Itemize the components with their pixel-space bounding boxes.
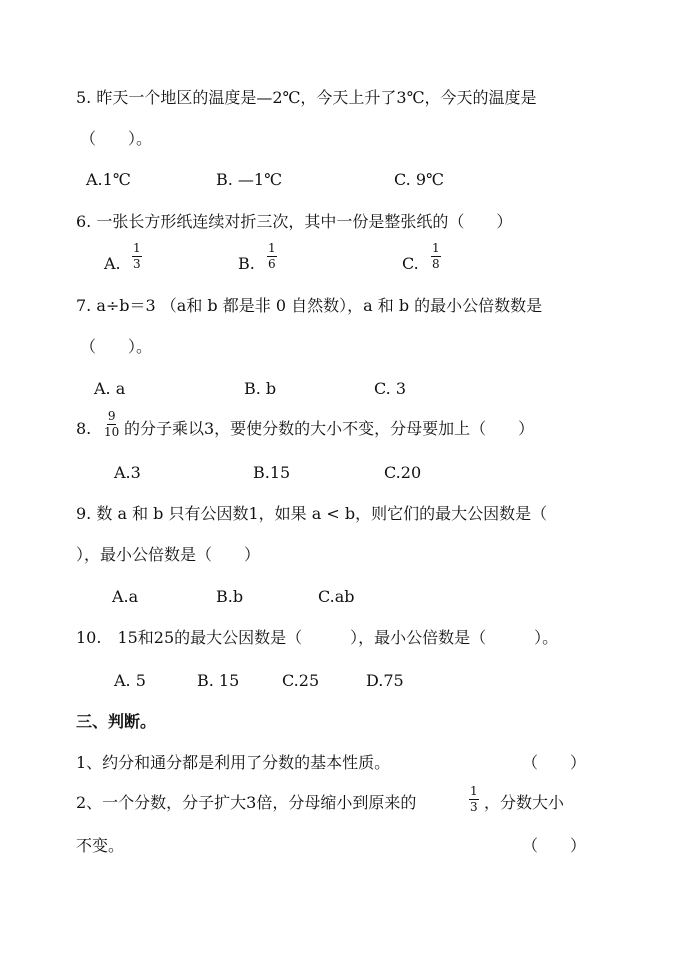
q8-option-c: C.20 <box>384 463 422 482</box>
q7-option-a: A. a <box>94 379 126 398</box>
q9-line2: ），最小公倍数是（ ） <box>76 545 261 564</box>
q10-option-c: C.25 <box>282 671 320 690</box>
judge-2-fraction <box>469 785 479 814</box>
q9-line1: 9. 数 a 和 b 只有公因数1，如果 a < b，则它们的最大公因数是（ <box>76 504 548 523</box>
q6-a-denominator: 3 <box>133 257 141 271</box>
q6-option-a-fraction <box>132 242 142 271</box>
q8-number: 8. <box>76 419 92 438</box>
q9-option-a: A.a <box>112 587 139 606</box>
q10-stem: 10. 15和25的最大公因数是（ ），最小公倍数是（ ）。 <box>76 628 559 647</box>
q5-option-b: B. —1℃ <box>216 170 283 189</box>
q6-b-numerator: 1 <box>268 241 276 255</box>
q8-denominator: 10 <box>104 425 120 439</box>
q6-option-c-fraction <box>431 242 441 271</box>
judge-2-answer-parens: （ ） <box>522 836 587 855</box>
q5-option-a: A.1℃ <box>86 170 131 189</box>
q8-stem: 的分子乘以3，要使分数的大小不变，分母要加上（ ） <box>124 419 535 438</box>
q6-b-denominator: 6 <box>268 257 276 271</box>
q6-c-denominator: 8 <box>432 257 440 271</box>
q5-option-c: C. 9℃ <box>394 170 444 189</box>
q7-option-c: C. 3 <box>374 379 407 398</box>
q10-option-a: A. 5 <box>114 671 146 690</box>
q10-option-d: D.75 <box>366 671 404 690</box>
q10-option-b: B. 15 <box>197 671 240 690</box>
q9-option-c: C.ab <box>318 587 355 606</box>
q8-fraction <box>104 410 119 439</box>
judge-2-numerator: 1 <box>470 784 478 798</box>
judge-2-text-part2: ，分数大小 <box>484 793 565 812</box>
judge-2-text-part3: 不变。 <box>76 836 125 855</box>
q6-option-a-label: A. <box>104 254 121 273</box>
q5-line2: （ ）。 <box>80 129 153 148</box>
judge-1-answer-parens: （ ） <box>522 753 587 772</box>
q7-line1: 7. a÷b＝3 （a和 b 都是非 0 自然数），a 和 b 的最小公倍数数是 <box>76 296 543 315</box>
judge-1-text: 1、约分和通分都是利用了分数的基本性质。 <box>76 753 391 772</box>
section-heading: 三、判断。 <box>76 712 157 731</box>
q6-stem: 6. 一张长方形纸连续对折三次，其中一份是整张纸的（ ） <box>76 212 513 231</box>
q6-option-b-fraction <box>267 242 277 271</box>
q6-option-c-label: C. <box>402 254 419 273</box>
q7-line2: （ ）。 <box>80 337 153 356</box>
q7-option-b: B. b <box>244 379 277 398</box>
q6-c-numerator: 1 <box>432 241 440 255</box>
q6-a-numerator: 1 <box>133 241 141 255</box>
q8-numerator: 9 <box>107 409 116 423</box>
judge-2-text-part1: 2、一个分数，分子扩大3倍，分母缩小到原来的 <box>76 793 417 812</box>
q9-option-b: B.b <box>216 587 244 606</box>
judge-2-denominator: 3 <box>470 800 478 814</box>
q8-option-a: A.3 <box>114 463 141 482</box>
q5-line1: 5. 昨天一个地区的温度是—2℃，今天上升了3℃，今天的温度是 <box>76 88 537 107</box>
q6-option-b-label: B. <box>238 254 255 273</box>
q8-option-b: B.15 <box>253 463 291 482</box>
